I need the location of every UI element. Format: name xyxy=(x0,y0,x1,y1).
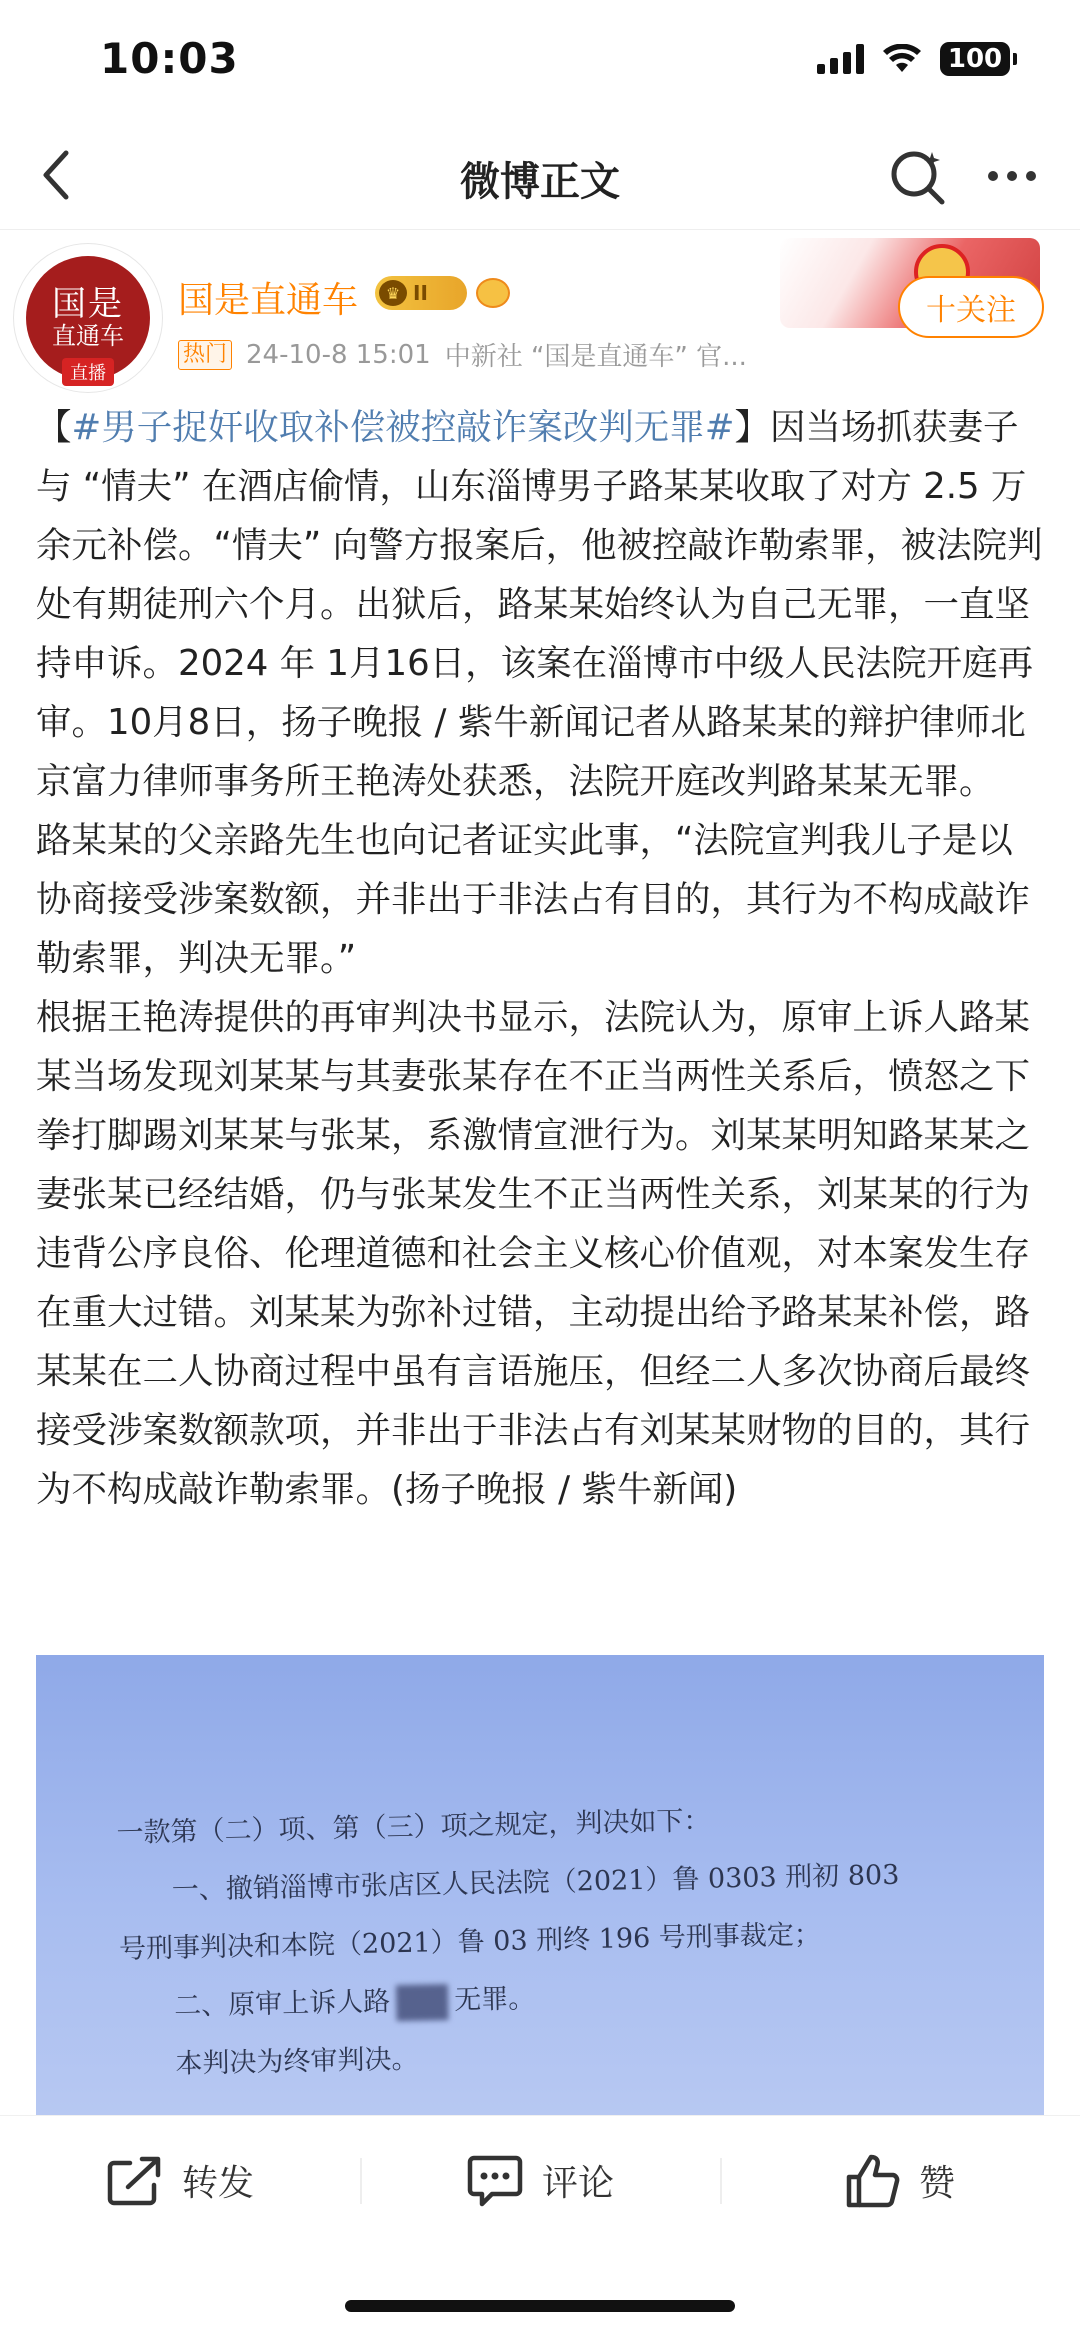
crown-icon: ♛ xyxy=(379,280,407,306)
post-meta xyxy=(178,336,747,373)
search-button[interactable] xyxy=(886,144,950,208)
like-button[interactable] xyxy=(720,2153,1080,2209)
repost-button[interactable] xyxy=(0,2155,360,2207)
status-bar xyxy=(0,0,1080,120)
wifi-icon xyxy=(882,44,922,74)
vip-level: II xyxy=(413,281,428,305)
post-paragraph: 路某某的父亲路先生也向记者证实此事，“法院宣判我儿子是以协商接受涉案数额，并非出于非法占有目的，其行为不构成敲诈勒索罪，判决无罪。” xyxy=(36,820,1031,979)
status-time: 10:03 xyxy=(100,34,239,83)
more-dot-icon xyxy=(1026,171,1036,181)
vip-badge[interactable] xyxy=(375,276,467,310)
author-header xyxy=(0,232,1080,382)
more-button[interactable] xyxy=(972,144,1052,208)
avatar-line2: 直通车 xyxy=(52,322,124,350)
search-icon xyxy=(886,144,950,208)
page-title: 微博正文 xyxy=(460,159,620,205)
like-label: 赞 xyxy=(918,2163,955,2204)
nav-bar xyxy=(0,120,1080,230)
author-source: 中新社 “国是直通车” 官... xyxy=(444,342,747,372)
comment-label: 评论 xyxy=(541,2163,614,2204)
thumbs-up-icon xyxy=(845,2153,901,2209)
avatar[interactable] xyxy=(14,244,162,392)
redaction-mark xyxy=(396,1984,449,2021)
document-line: 本判决为终审判决。 xyxy=(175,2043,419,2080)
status-icons xyxy=(817,42,1010,76)
author-name[interactable]: 国是直通车 xyxy=(178,280,359,321)
action-bar xyxy=(0,2115,1080,2245)
signal-icon xyxy=(817,44,864,74)
repost-label: 转发 xyxy=(181,2163,254,2204)
post-paragraph: 根据王艳涛提供的再审判决书显示，法院认为，原审上诉人路某某当场发现刘某某与其妻张某存在不正当两性关系后，愤怒之下拳打脚踢刘某某与张某，系激情宣泄行为。刘某某明知路某某之妻张某已经结婚，仍与张某发生不正当两性关系，刘某某的行为违背公序良俗、伦理道德和社会主义核心价值观，对本案发生存在重大过错。刘某某为弥补过错，主动提出给予路某某补偿，路某某在二人协商过程中虽有言语施压，但经二人多次协商后最终接受涉案数额款项，并非出于非法占有刘某某财物的目的，其行为不构成敲诈勒索罪。(扬子晚报 / 紫牛新闻) xyxy=(36,997,1031,1510)
hot-tag: 热门 xyxy=(178,340,232,370)
more-dot-icon xyxy=(988,171,998,181)
avatar-logo xyxy=(26,256,150,384)
battery-icon: 100 xyxy=(940,42,1010,76)
post-image[interactable] xyxy=(36,1655,1044,2115)
post-content xyxy=(36,398,1046,1519)
document-line: 号刑事判决和本院（2021）鲁 03 刑终 196 号刑事裁定； xyxy=(118,1919,822,1965)
post-timestamp: 24-10-8 15:01 xyxy=(246,339,431,370)
document-text: 无罪。 xyxy=(453,1983,536,2016)
live-badge: 直播 xyxy=(62,358,114,386)
follow-button[interactable]: 十关注 xyxy=(898,276,1044,338)
home-indicator[interactable] xyxy=(345,2300,735,2312)
fan-badge-icon[interactable] xyxy=(476,278,510,308)
avatar-line1: 国是 xyxy=(52,284,124,324)
repost-icon xyxy=(106,2155,164,2207)
more-dot-icon xyxy=(1007,171,1017,181)
post-paragraph: 【#男子捉奸收取补偿被控敲诈案改判无罪#】因当场抓获妻子与 “情夫” 在酒店偷情，山东淄博男子路某某收取了对方 2.5 万余元补偿。“情夫” 向警方报案后，他被控敲诈勒索罪，被法院判处有期徒刑六个月。出狱后，路某某始终认为自己无罪，一直坚持申诉。2024 年 1月16日，该案在淄博市中级人民法院开庭再审。10月8日，扬子晚报 / 紫牛新闻记者从路某某的辩护律师北京富力律师事务所王艳涛处获悉，法院开庭改判路某某无罪。 xyxy=(36,407,1043,802)
document-line: 一、撤销淄博市张店区人民法院（2021）鲁 0303 刑初 803 xyxy=(171,1859,900,1906)
document-line: 一款第（二）项、第（三）项之规定，判决如下： xyxy=(116,1805,711,1849)
document-text: 二、原审上诉人路 xyxy=(173,1986,391,2022)
post-text: 因当场抓获妻子与 “情夫” 在酒店偷情，山东淄博男子路某某收取了对方 2.5 万余元补偿。“情夫” 向警方报案后，他被控敲诈勒索罪，被法院判处有期徒刑六个月。出狱后，路某某始终认为自己无罪，一直坚持申诉。2024 年 1月16日，该案在淄博市中级人民法院开庭再审。10月8日，扬子晚报 / 紫牛新闻记者从路某某的辩护律师北京富力律师事务所王艳涛处获悉，法院开庭改判路某某无罪。 xyxy=(36,407,1043,802)
judgment-document-photo xyxy=(116,1789,904,2095)
topic-link[interactable]: #男子捉奸收取补偿被控敲诈案改判无罪# xyxy=(71,407,735,448)
comment-icon xyxy=(466,2154,524,2208)
comment-button[interactable] xyxy=(360,2154,720,2208)
